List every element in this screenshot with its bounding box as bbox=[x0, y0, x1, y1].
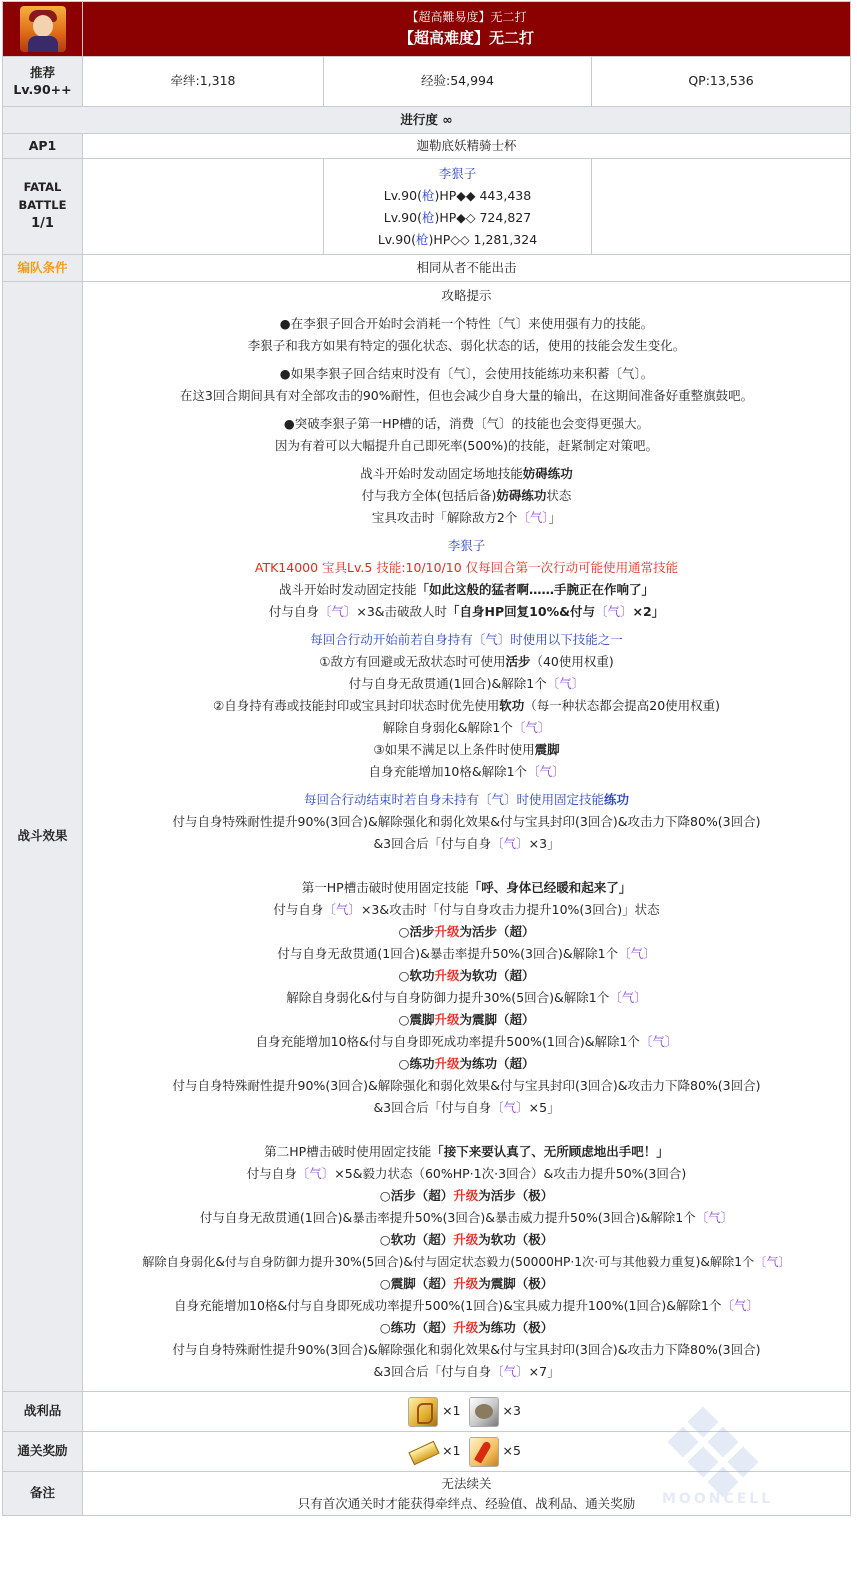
ap-row bbox=[3, 134, 851, 159]
title-main: 【超高难度】无二打 bbox=[399, 28, 535, 47]
class-link[interactable]: 枪 bbox=[421, 187, 435, 203]
team-row bbox=[3, 255, 851, 282]
notes-line: 无法续关 bbox=[441, 1475, 492, 1491]
upgrade-effect: 自身充能增加10格&付与自身即死成功率提升500%(1回合)&解除1个〔气〕 bbox=[255, 1034, 678, 1049]
battle-label-2: BATTLE bbox=[18, 198, 67, 213]
exp-value: 经验:54,994 bbox=[324, 57, 592, 107]
start-skill-line: 付与自身〔气〕×3&击破敌人时「自身HP回复10%&付与〔气〕×2」 bbox=[268, 604, 665, 619]
progress-row bbox=[3, 107, 851, 134]
enemy-empty-right bbox=[592, 159, 851, 255]
watermark-text: MOONCELL bbox=[662, 1491, 774, 1507]
progress-text: 进行度 ∞ bbox=[3, 107, 851, 134]
effects-label: 战斗效果 bbox=[3, 282, 83, 1392]
enemy-hp-3: Lv.90(枪)HP◇◇ 1,281,324 bbox=[377, 231, 538, 247]
end-effect: 付与自身特殊耐性提升90%(3回合)&解除强化和弱化效果&付与宝具封印(3回合)&攻击力下降80%(3回合) bbox=[172, 814, 761, 829]
battle-row bbox=[3, 159, 851, 255]
gold-bar-icon[interactable] bbox=[408, 1438, 438, 1466]
tip-line: ●如果李狠子回合结束时没有〔气〕，会使用技能练功来积蓄〔气〕。 bbox=[279, 366, 654, 381]
notes-label: 备注 bbox=[3, 1472, 83, 1516]
boss-name[interactable]: 李狠子 bbox=[447, 538, 486, 553]
class-link[interactable]: 枪 bbox=[421, 209, 435, 225]
enemy-name[interactable]: 李狠子 bbox=[438, 165, 477, 181]
upgrade-effect: 付与自身无敌贯通(1回合)&暴击率提升50%(3回合)&解除1个〔气〕 bbox=[277, 946, 656, 961]
header-row bbox=[3, 2, 851, 57]
team-condition-value: 相同从者不能出击 bbox=[83, 255, 851, 282]
quest-title bbox=[83, 2, 851, 57]
end-effect: &3回合后「付与自身〔气〕×3」 bbox=[373, 836, 560, 851]
qp-value: QP:13,536 bbox=[592, 57, 851, 107]
recommend-text: 推荐 bbox=[29, 65, 55, 81]
turn-end-heading: 每回合行动结束时若自身未持有〔气〕时使用固定技能练功 bbox=[304, 792, 630, 807]
effects-row bbox=[3, 282, 851, 1392]
upgrade-effect: &3回合后「付与自身〔气〕×5」 bbox=[373, 1100, 560, 1115]
field-skill-line: 宝具攻击时「解除敌方2个〔气〕」 bbox=[371, 510, 562, 525]
red-feather-icon[interactable] bbox=[469, 1437, 499, 1467]
hp1-heading: 第一HP槽击破时使用固定技能「呼、身体已经暖和起来了」 bbox=[301, 880, 632, 895]
mooncell-watermark bbox=[652, 1406, 792, 1516]
enemy-hp-1: Lv.90(枪)HP◆◆ 443,438 bbox=[383, 187, 532, 203]
start-skill-line: 战斗开始时发动固定技能「如此这般的猛者啊……手腕正在作响了」 bbox=[279, 582, 655, 597]
loot-label: 战利品 bbox=[3, 1392, 83, 1432]
effects-content bbox=[83, 282, 851, 1392]
upgrade-effect: 自身充能增加10格&付与自身即死成功率提升500%(1回合)&宝具威力提升100%(1回合)&解除1个〔气〕 bbox=[174, 1298, 760, 1313]
item-count: ×3 bbox=[502, 1403, 521, 1419]
tip-line: 因为有着可以大幅提升自己即死率(500%)的技能，赶紧制定对策吧。 bbox=[275, 438, 659, 453]
field-skill-line: 付与我方全体(包括后备)妨碍练功状态 bbox=[361, 488, 572, 503]
option-effect: 自身充能增加10格&解除1个〔气〕 bbox=[368, 764, 565, 779]
bond-value: 牵绊:1,318 bbox=[83, 57, 324, 107]
item-count: ×5 bbox=[502, 1443, 521, 1459]
hp2-heading: 第二HP槽击破时使用固定技能「接下来要认真了、无所顾虑地出手吧！」 bbox=[264, 1144, 669, 1159]
avatar-cell bbox=[3, 2, 83, 57]
option-line: ③如果不满足以上条件时使用震脚 bbox=[373, 742, 560, 757]
tip-line: ●突破李狠子第一HP槽的话，消费〔气〕的技能也会变得更强大。 bbox=[283, 416, 650, 431]
upgrade-line: ○软功升级为软功（超） bbox=[398, 968, 535, 983]
upgrade-line: ○软功（超）升级为软功（极） bbox=[379, 1232, 554, 1247]
servant-avatar-icon[interactable] bbox=[20, 6, 66, 52]
class-link[interactable]: 枪 bbox=[416, 231, 429, 247]
clear-reward-label: 通关奖励 bbox=[3, 1432, 83, 1472]
upgrade-line: ○震脚升级为震脚（超） bbox=[398, 1012, 535, 1027]
enemy-cell bbox=[324, 159, 592, 255]
tip-line: ●在李狠子回合开始时会消耗一个特性〔气〕来使用强有力的技能。 bbox=[279, 316, 654, 331]
battle-wave: 1/1 bbox=[31, 216, 54, 232]
upgrade-effect: 付与自身无敌贯通(1回合)&暴击率提升50%(3回合)&暴击威力提升50%(3回合)&解除1个〔气〕 bbox=[199, 1210, 734, 1225]
upgrade-effect: 付与自身特殊耐性提升90%(3回合)&解除强化和弱化效果&付与宝具封印(3回合)&攻击力下降80%(3回合) bbox=[172, 1342, 761, 1357]
option-effect: 解除自身弱化&解除1个〔气〕 bbox=[382, 720, 551, 735]
item-count: ×1 bbox=[442, 1403, 461, 1419]
hp2-line: 付与自身〔气〕×5&毅力状态（60%HP·1次·3回合）&攻击力提升50%(3回合) bbox=[246, 1166, 687, 1181]
reward-row bbox=[3, 57, 851, 107]
upgrade-line: ○活步升级为活步（超） bbox=[398, 924, 535, 939]
upgrade-effect: &3回合后「付与自身〔气〕×7」 bbox=[373, 1364, 560, 1379]
upgrade-effect: 付与自身特殊耐性提升90%(3回合)&解除强化和弱化效果&付与宝具封印(3回合)&攻击力下降80%(3回合) bbox=[172, 1078, 761, 1093]
upgrade-line: ○练功（超）升级为练功（极） bbox=[379, 1320, 554, 1335]
upgrade-effect: 解除自身弱化&付与自身防御力提升30%(5回合)&付与固定状态毅力(50000HP·1次·可与其他毅力重复)&解除1个〔气〕 bbox=[142, 1255, 791, 1269]
turn-start-heading: 每回合行动开始前若自身持有〔气〕时使用以下技能之一 bbox=[310, 632, 623, 647]
recommend-level: Lv.90++ bbox=[13, 81, 72, 97]
field-skill-line: 战斗开始时发动固定场地技能妨碍练功 bbox=[360, 466, 573, 481]
hp1-line: 付与自身〔气〕×3&攻击时「付与自身攻击力提升10%(3回合)」状态 bbox=[273, 902, 660, 917]
quest-page bbox=[2, 1, 850, 1516]
tip-line: 李狠子和我方如果有特定的强化状态、弱化状态的话，使用的技能会发生变化。 bbox=[247, 338, 686, 353]
upgrade-line: ○活步（超）升级为活步（极） bbox=[379, 1188, 554, 1203]
silver-material-icon[interactable] bbox=[469, 1397, 499, 1427]
upgrade-line: ○震脚（超）升级为震脚（极） bbox=[379, 1276, 554, 1291]
upgrade-line: ○练功升级为练功（超） bbox=[398, 1056, 535, 1071]
title-small: 【超高難易度】无二打 bbox=[406, 9, 527, 24]
enemy-hp-2: Lv.90(枪)HP◆◇ 724,827 bbox=[383, 209, 532, 225]
ap-value: 迦勒底妖精骑士杯 bbox=[83, 134, 851, 159]
upgrade-effect: 解除自身弱化&付与自身防御力提升30%(5回合)&解除1个〔气〕 bbox=[286, 990, 647, 1005]
tip-line: 在这3回合期间具有对全部攻击的90%耐性，但也会减少自身大量的输出，在这期间准备好重整旗鼓吧。 bbox=[179, 388, 754, 403]
enemy-empty-left bbox=[83, 159, 324, 255]
boss-stats: ATK14000 宝具Lv.5 技能:10/10/10 仅每回合第一次行动可能使用通常技能 bbox=[254, 560, 679, 575]
battle-label bbox=[3, 159, 83, 255]
battle-label-1: FATAL bbox=[23, 179, 62, 194]
item-count: ×1 bbox=[442, 1443, 461, 1459]
quest-table bbox=[2, 1, 851, 1516]
ap-label: AP1 bbox=[3, 134, 83, 159]
recommended-level-label bbox=[3, 57, 83, 107]
option-line: ①敌方有回避或无敌状态时可使用活步（40使用权重) bbox=[319, 654, 614, 669]
notes-line: 只有首次通关时才能获得牵绊点、经验值、战利品、通关奖励 bbox=[297, 1495, 636, 1511]
option-line: ②自身持有毒或技能封印或宝具封印状态时优先使用软功（每一种状态都会提高20使用权重) bbox=[213, 698, 721, 713]
team-condition-label[interactable]: 编队条件 bbox=[3, 255, 83, 282]
tips-title: 攻略提示 bbox=[441, 288, 492, 303]
gold-gem-icon[interactable] bbox=[408, 1397, 438, 1427]
option-effect: 付与自身无敌贯通(1回合)&解除1个〔气〕 bbox=[348, 676, 585, 691]
